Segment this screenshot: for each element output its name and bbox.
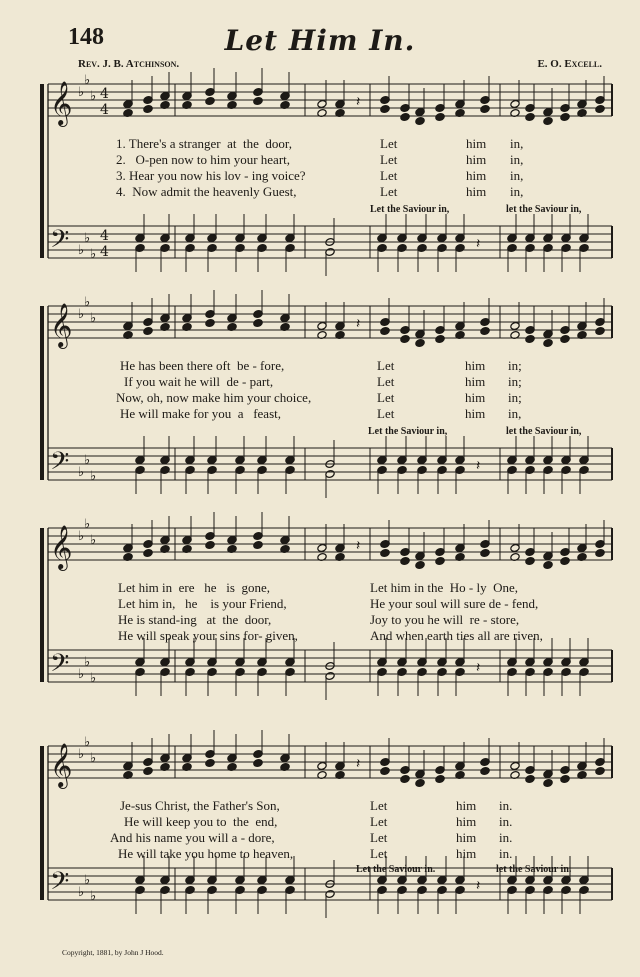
system-3-bass-rest-icon: 𝄽 xyxy=(476,660,481,676)
s4-line-4-a: He will take you home to heaven, xyxy=(118,846,294,861)
refrain-4-a: Let the Saviour in. xyxy=(356,864,436,875)
system-4-flat-icon: ♭ xyxy=(90,751,97,766)
refrain-2-a: Let the Saviour in, xyxy=(368,426,448,437)
s4-line-1-c: him xyxy=(456,798,477,813)
system-4-treble-note-harmony xyxy=(400,775,410,784)
system-4-flat-icon: ♭ xyxy=(84,735,91,750)
system-2-treble-note-harmony xyxy=(435,335,445,344)
system-4-treble-note-harmony xyxy=(143,767,153,776)
system-4-treble-note-harmony xyxy=(595,767,605,776)
system-3-treble-note-harmony xyxy=(143,549,153,558)
system-1-treble-note-harmony xyxy=(205,97,215,106)
system-4-brace xyxy=(40,746,44,900)
system-4-treble-note-harmony xyxy=(543,779,553,788)
s2-line-1-a: He has been there oft be - fore, xyxy=(120,358,285,373)
verse-3-line-1-a: 3. Hear you now his lov - ing voice? xyxy=(116,168,306,183)
s3-line-3-b: Joy to you he will re - store, xyxy=(370,612,520,627)
system-3-treble-note-harmony xyxy=(435,557,445,566)
verse-2-line-1-b: Let xyxy=(380,152,398,167)
system-1-bass-time-top: 4 xyxy=(100,228,109,244)
verse-2-line-1-a: 2. O-pen now to him your heart, xyxy=(116,152,291,167)
system-3-treble-note-harmony xyxy=(560,557,570,566)
s2-line-2-a: If you wait he will de - part, xyxy=(124,374,274,389)
s4-line-1-b: Let xyxy=(370,798,388,813)
s2-line-3-a: Now, oh, now make him your choice, xyxy=(116,390,312,405)
s2-line-1-b: Let xyxy=(377,358,395,373)
system-1-flat-icon: ♭ xyxy=(84,73,91,88)
verse-4-line-1-d: in, xyxy=(510,184,524,199)
system-2-treble-note-harmony xyxy=(253,319,263,328)
s2-line-4-a: He will make for you a feast, xyxy=(120,406,282,421)
system-3-bass-flat-icon: ♭ xyxy=(84,655,91,670)
system-3-bass-flat-icon: ♭ xyxy=(90,671,97,686)
system-3-flat-icon: ♭ xyxy=(78,529,85,544)
system-3-treble-note-harmony xyxy=(380,549,390,558)
system-4-treble-note-harmony xyxy=(435,775,445,784)
system-2-bass-flat-icon: ♭ xyxy=(90,469,97,484)
s3-line-2-a: Let him in, he is your Friend, xyxy=(118,596,287,611)
s4-line-2-c: him xyxy=(456,814,477,829)
verse-2-line-1-d: in, xyxy=(510,152,524,167)
verse-1-line-1-b: Let xyxy=(380,136,398,151)
system-2-treble-note-harmony xyxy=(143,327,153,336)
system-1-flat-icon: ♭ xyxy=(90,89,97,104)
system-4-treble-note-harmony xyxy=(380,767,390,776)
system-1-bass-flat-icon: ♭ xyxy=(84,231,91,246)
verse-3-line-1-c: him xyxy=(466,168,487,183)
refrain-1-a: Let the Saviour in, xyxy=(370,204,450,215)
s2-line-3-b: Let xyxy=(377,390,395,405)
system-4-bass-flat-icon: ♭ xyxy=(84,873,91,888)
system-1-time-sig-top: 4 xyxy=(100,86,109,102)
system-4-treble-clef-icon: 𝄞 xyxy=(50,743,73,787)
s3-line-3-a: He is stand-ing at the door, xyxy=(118,612,272,627)
system-4-bass-clef-icon: 𝄢 xyxy=(50,867,70,902)
verse-2-line-1-c: him xyxy=(466,152,487,167)
system-2-brace xyxy=(40,306,44,480)
system-2-bass-flat-icon: ♭ xyxy=(78,465,85,480)
s3-line-4-b: And when earth ties all are riven, xyxy=(370,628,543,643)
system-4-bass-rest-icon: 𝄽 xyxy=(476,878,481,894)
system-2-treble-note-harmony xyxy=(480,327,490,336)
s2-line-3-d: in; xyxy=(508,390,522,405)
s4-line-3-a: And his name you will a - dore, xyxy=(110,830,275,845)
system-4-rest-icon: 𝄽 xyxy=(356,756,361,772)
s2-line-3-c: him xyxy=(465,390,486,405)
system-1-treble-note-harmony xyxy=(560,113,570,122)
s4-line-4-c: him xyxy=(456,846,477,861)
system-3-treble-note-harmony xyxy=(525,557,535,566)
system-2-treble-note-harmony xyxy=(415,339,425,348)
system-4-treble-note-harmony xyxy=(480,767,490,776)
system-1-treble-note-harmony xyxy=(400,113,410,122)
system-1-bass-flat-icon: ♭ xyxy=(78,243,85,258)
s2-line-4-d: in, xyxy=(508,406,522,421)
system-2-rest-icon: 𝄽 xyxy=(356,316,361,332)
system-3-flat-icon: ♭ xyxy=(84,517,91,532)
system-3-treble-clef-icon: 𝄞 xyxy=(50,525,73,569)
system-4-bass-flat-icon: ♭ xyxy=(78,885,85,900)
s2-line-4-b: Let xyxy=(377,406,395,421)
system-3-treble-note-harmony xyxy=(400,557,410,566)
system-1-treble-note-harmony xyxy=(415,117,425,126)
system-3-flat-icon: ♭ xyxy=(90,533,97,548)
system-4-treble-note-harmony xyxy=(415,779,425,788)
system-1-rest-icon: 𝄽 xyxy=(356,94,361,110)
lyricist-credit: Rev. J. B. Atchinson. xyxy=(78,58,180,70)
verse-1-line-1-c: him xyxy=(466,136,487,151)
system-2-treble-note-harmony xyxy=(205,319,215,328)
system-2-treble-note-harmony xyxy=(525,335,535,344)
system-4-flat-icon: ♭ xyxy=(78,747,85,762)
system-3-bass-flat-icon: ♭ xyxy=(78,667,85,682)
s2-line-1-c: him xyxy=(465,358,486,373)
s3-line-2-b: He your soul will sure de - fend, xyxy=(370,596,539,611)
system-3-treble-note-harmony xyxy=(205,541,215,550)
system-3-brace xyxy=(40,528,44,682)
s4-line-1-d: in. xyxy=(499,798,513,813)
system-2-treble-note-harmony xyxy=(560,335,570,344)
system-3-treble-note-harmony xyxy=(595,549,605,558)
hymn-number: 148 xyxy=(68,24,104,50)
s2-line-1-d: in; xyxy=(508,358,522,373)
system-1-treble-note-harmony xyxy=(543,117,553,126)
system-1-treble-clef-icon: 𝄞 xyxy=(50,81,73,125)
verse-4-line-1-b: Let xyxy=(380,184,398,199)
system-1-bass-rest-icon: 𝄽 xyxy=(476,236,481,252)
system-4-treble-note-harmony xyxy=(205,759,215,768)
refrain-2-b: let the Saviour in, xyxy=(506,426,582,437)
verse-3-line-1-d: in, xyxy=(510,168,524,183)
composer-credit: E. O. Excell. xyxy=(537,58,602,70)
verse-1-line-1-a: 1. There's a stranger at the door, xyxy=(116,136,292,151)
system-2-treble-clef-icon: 𝄞 xyxy=(50,303,73,347)
s2-line-2-c: him xyxy=(465,374,486,389)
system-2-treble-note-harmony xyxy=(543,339,553,348)
verse-3-line-1-b: Let xyxy=(380,168,398,183)
system-3-rest-icon: 𝄽 xyxy=(356,538,361,554)
refrain-4-b: let the Saviour in. xyxy=(496,864,572,875)
s4-line-2-a: He will keep you to the end, xyxy=(124,814,278,829)
s2-line-2-d: in; xyxy=(508,374,522,389)
verse-4-line-1-a: 4. Now admit the heavenly Guest, xyxy=(116,184,297,199)
s2-line-4-c: him xyxy=(465,406,486,421)
s3-line-1-a: Let him in ere he is gone, xyxy=(118,580,270,595)
system-2-treble-note-harmony xyxy=(380,327,390,336)
s4-line-2-b: Let xyxy=(370,814,388,829)
verse-1-line-1-d: in, xyxy=(510,136,524,151)
s4-line-1-a: Je-sus Christ, the Father's Son, xyxy=(120,798,280,813)
system-3-treble-note-harmony xyxy=(415,561,425,570)
system-1-treble-note-harmony xyxy=(380,105,390,114)
system-1-brace xyxy=(40,84,44,258)
hymn-title: Let Him In. xyxy=(224,24,416,57)
system-3-treble-note-harmony xyxy=(480,549,490,558)
system-1-treble-note-harmony xyxy=(143,105,153,114)
system-1-treble-note-harmony xyxy=(480,105,490,114)
system-2-flat-icon: ♭ xyxy=(84,295,91,310)
copyright-notice: Copyright, 1881, by John J Hood. xyxy=(62,948,164,957)
system-2-bass-flat-icon: ♭ xyxy=(84,453,91,468)
system-2-bass-rest-icon: 𝄽 xyxy=(476,458,481,474)
system-3-treble-note-harmony xyxy=(253,541,263,550)
s3-line-1-b: Let him in the Ho - ly One, xyxy=(370,580,519,595)
system-3-treble-note-harmony xyxy=(543,561,553,570)
s4-line-4-b: Let xyxy=(370,846,388,861)
system-4-treble-note-harmony xyxy=(253,759,263,768)
s4-line-3-d: in. xyxy=(499,830,513,845)
system-1-treble-note-harmony xyxy=(253,97,263,106)
system-2-treble-note-harmony xyxy=(400,335,410,344)
s4-line-3-c: him xyxy=(456,830,477,845)
s3-line-4-a: He will speak your sins for- given, xyxy=(118,628,298,643)
system-1-bass-time-bottom: 4 xyxy=(100,244,109,260)
system-2-flat-icon: ♭ xyxy=(90,311,97,326)
s4-line-2-d: in. xyxy=(499,814,513,829)
system-1-treble-note-harmony xyxy=(525,113,535,122)
system-3-bass-clef-icon: 𝄢 xyxy=(50,649,70,684)
system-1-bass-clef-icon: 𝄢 xyxy=(50,225,70,260)
s4-line-3-b: Let xyxy=(370,830,388,845)
s2-line-2-b: Let xyxy=(377,374,395,389)
s4-line-4-d: in. xyxy=(499,846,513,861)
system-1-flat-icon: ♭ xyxy=(78,85,85,100)
system-2-bass-clef-icon: 𝄢 xyxy=(50,447,70,482)
verse-4-line-1-c: him xyxy=(466,184,487,199)
system-2-flat-icon: ♭ xyxy=(78,307,85,322)
system-1-treble-note-harmony xyxy=(435,113,445,122)
system-4-bass-flat-icon: ♭ xyxy=(90,889,97,904)
system-1-treble-note-harmony xyxy=(595,105,605,114)
system-2-treble-note-harmony xyxy=(595,327,605,336)
system-4-treble-note-harmony xyxy=(560,775,570,784)
system-1-bass-flat-icon: ♭ xyxy=(90,247,97,262)
refrain-1-b: let the Saviour in, xyxy=(506,204,582,215)
system-1-time-sig-bottom: 4 xyxy=(100,102,109,118)
system-4-treble-note-harmony xyxy=(525,775,535,784)
